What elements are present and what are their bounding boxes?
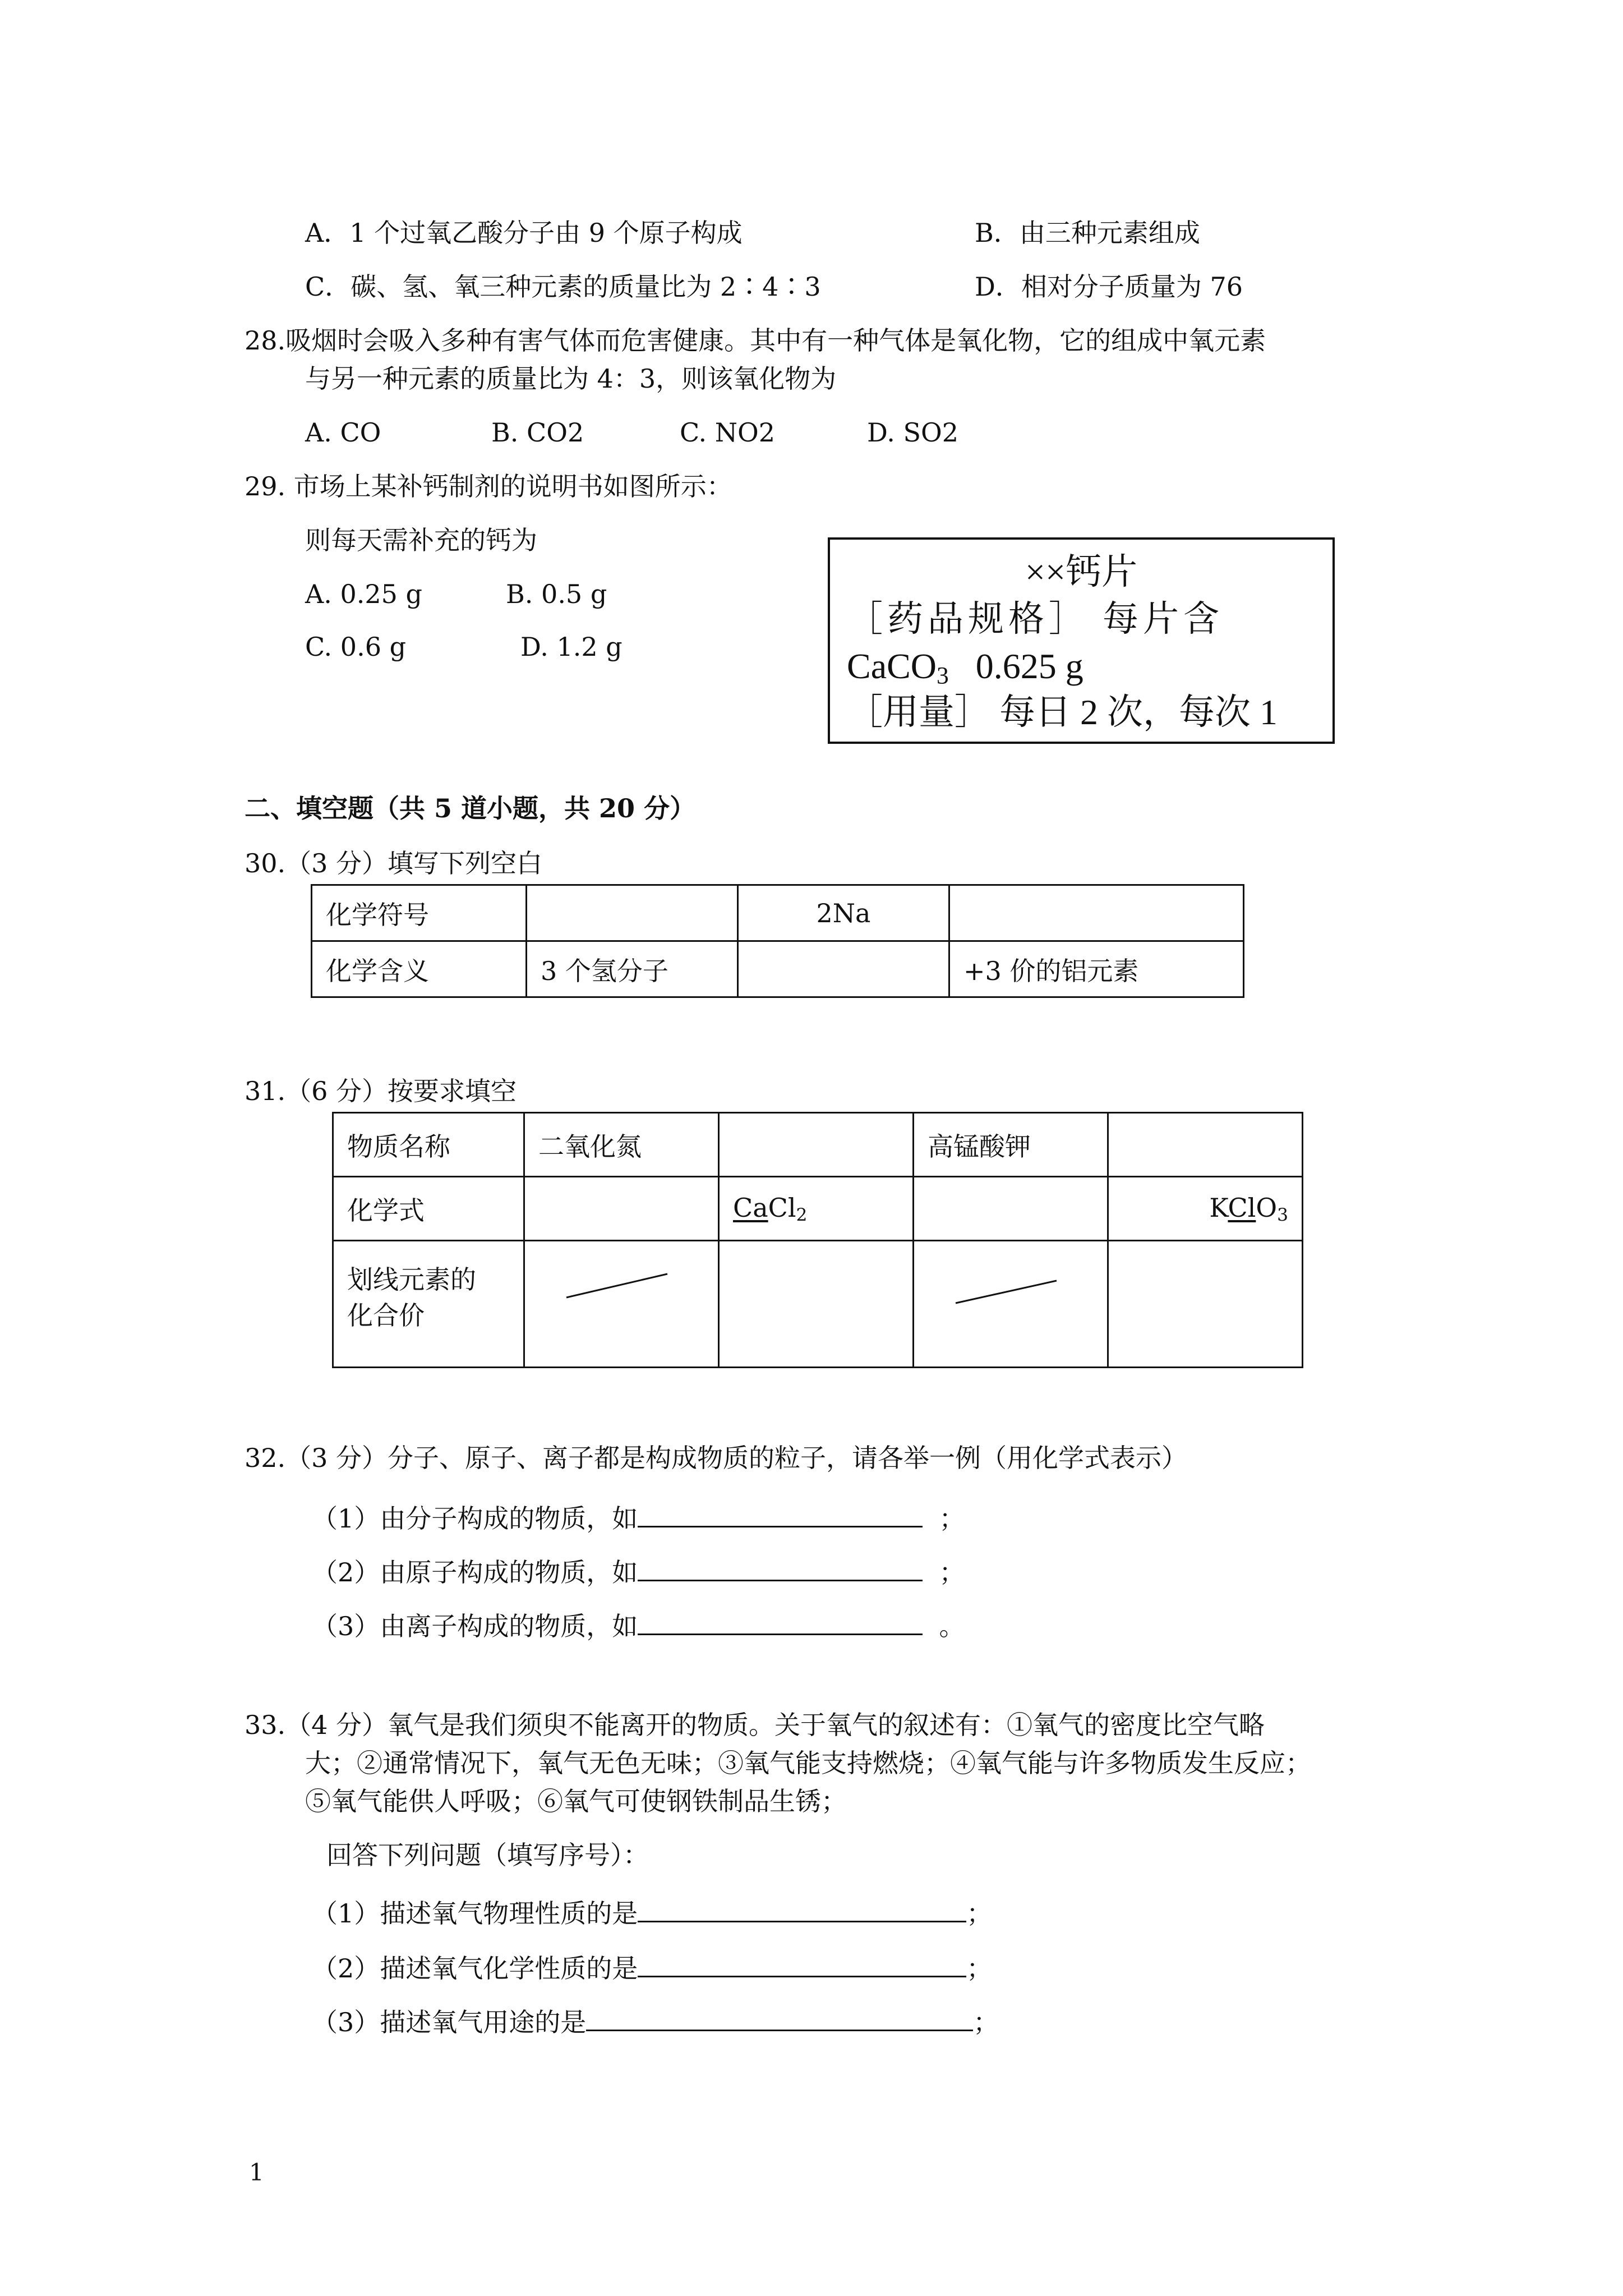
q32-item-1: （1）由分子构成的物质，如 ； bbox=[312, 1501, 965, 1531]
table-cell[interactable] bbox=[1108, 1241, 1303, 1368]
table-cell: KClO$_3$ bbox=[1108, 1177, 1303, 1241]
slash-mark bbox=[538, 1248, 704, 1360]
table-cell: 划线元素的 化合价 bbox=[333, 1241, 524, 1368]
q28-option-b: B. CO2 bbox=[491, 417, 584, 448]
q29-question: 则每天需补充的钙为 bbox=[305, 525, 537, 555]
slash-mark bbox=[928, 1248, 1094, 1360]
q33-stem-line2: 大；②通常情况下，氧气无色无味；③氧气能支持燃烧；④氧气能与许多物质发生反应； bbox=[305, 1748, 1311, 1778]
q28-stem-line1: 28.吸烟时会吸入多种有害气体而危害健康。其中有一种气体是氧化物，它的组成中氧元素 bbox=[245, 325, 1266, 356]
table-cell[interactable] bbox=[719, 1113, 914, 1177]
answer-blank[interactable] bbox=[638, 1896, 966, 1922]
q32-stem: 32.（3 分）分子、原子、离子都是构成物质的粒子，请各举一例（用化学式表示） bbox=[245, 1443, 1188, 1473]
table-cell: 化学符号 bbox=[312, 885, 527, 941]
answer-blank[interactable] bbox=[638, 1609, 923, 1635]
q33-item-3: （3）描述氧气用途的是 ； bbox=[312, 2005, 999, 2035]
q27-option-b: B．由三种元素组成 bbox=[975, 218, 1200, 248]
table-cell: 化学式 bbox=[333, 1177, 524, 1241]
table-cell: 3 个氢分子 bbox=[527, 941, 738, 997]
calcium-tablet-label-box bbox=[828, 537, 1335, 744]
table-cell bbox=[524, 1241, 719, 1368]
answer-blank[interactable] bbox=[638, 1951, 966, 1977]
table-row bbox=[312, 941, 1244, 997]
box-spec: ［药品规格］ 每片含 bbox=[847, 599, 1224, 639]
q29-option-c: C. 0.6 g bbox=[305, 632, 407, 662]
table-cell bbox=[914, 1241, 1108, 1368]
table-row bbox=[333, 1113, 1303, 1177]
q33-stem-line3: ⑤氧气能供人呼吸；⑥氧气可使钢铁制品生锈； bbox=[305, 1786, 847, 1816]
table-cell: 二氧化氮 bbox=[524, 1113, 719, 1177]
table-cell[interactable] bbox=[1108, 1113, 1303, 1177]
page-number: 1 bbox=[249, 2159, 264, 2186]
q29-option-a: A. 0.25 g bbox=[305, 579, 422, 609]
q29-stem: 29. 市场上某补钙制剂的说明书如图所示： bbox=[245, 471, 732, 501]
q31-stem: 31.（6 分）按要求填空 bbox=[245, 1076, 517, 1106]
table-cell: 高锰酸钾 bbox=[914, 1113, 1108, 1177]
section-title: 二、填空题（共 5 道小题，共 20 分） bbox=[245, 793, 696, 823]
q27-option-c: C．碳、氢、氧三种元素的质量比为 2∶4∶3 bbox=[305, 272, 821, 302]
answer-blank[interactable] bbox=[638, 1555, 923, 1581]
q27-option-d: D．相对分子质量为 76 bbox=[975, 272, 1243, 302]
q30-stem: 30.（3 分）填写下列空白 bbox=[245, 848, 543, 878]
q28-option-d: D. SO2 bbox=[867, 417, 958, 448]
q33-prompt: 回答下列问题（填写序号）： bbox=[326, 1840, 649, 1870]
q28-option-c: C. NO2 bbox=[680, 417, 776, 448]
q32-item-2: （2）由原子构成的物质，如 ； bbox=[312, 1555, 965, 1585]
q29-option-b: B. 0.5 g bbox=[506, 579, 607, 609]
underlined-element: Cl bbox=[1228, 1192, 1256, 1223]
q33-stem-line1: 33.（4 分）氧气是我们须臾不能离开的物质。关于氧气的叙述有：①氧气的密度比空气略 bbox=[245, 1710, 1265, 1740]
table-row bbox=[312, 885, 1244, 941]
q28-stem-line2: 与另一种元素的质量比为 4：3，则该氧化物为 bbox=[305, 364, 837, 394]
table-cell: 2Na bbox=[738, 885, 949, 941]
table-row bbox=[333, 1177, 1303, 1241]
table-cell[interactable] bbox=[719, 1241, 914, 1368]
q32-item-3: （3）由离子构成的物质，如 。 bbox=[312, 1609, 965, 1639]
table-cell[interactable] bbox=[527, 885, 738, 941]
table-cell: 化学含义 bbox=[312, 941, 527, 997]
table-cell[interactable] bbox=[949, 885, 1244, 941]
box-dosage: ［用量］ 每日 2 次，每次 1 bbox=[847, 692, 1278, 732]
table-cell: 物质名称 bbox=[333, 1113, 524, 1177]
table-cell: CaCl$_2$ bbox=[719, 1177, 914, 1241]
underlined-element: Ca bbox=[733, 1192, 768, 1223]
box-title: ××钙片 bbox=[1025, 552, 1138, 592]
q30-table bbox=[311, 884, 1244, 998]
q29-option-d: D. 1.2 g bbox=[520, 632, 623, 662]
q33-item-1: （1）描述氧气物理性质的是 ； bbox=[312, 1896, 992, 1926]
q28-option-a: A. CO bbox=[305, 417, 381, 448]
q31-table bbox=[332, 1112, 1303, 1368]
q27-option-a: A．1 个过氧乙酸分子由 9 个原子构成 bbox=[305, 218, 743, 248]
table-cell: +3 价的铝元素 bbox=[949, 941, 1244, 997]
answer-blank[interactable] bbox=[638, 1501, 923, 1527]
table-cell[interactable] bbox=[738, 941, 949, 997]
table-cell[interactable] bbox=[524, 1177, 719, 1241]
table-cell[interactable] bbox=[914, 1177, 1108, 1241]
q33-item-2: （2）描述氧气化学性质的是 ； bbox=[312, 1951, 992, 1981]
box-formula: CaCO$_3$ 0.625 g bbox=[847, 646, 1083, 689]
answer-blank[interactable] bbox=[586, 2005, 973, 2031]
table-row bbox=[333, 1241, 1303, 1368]
